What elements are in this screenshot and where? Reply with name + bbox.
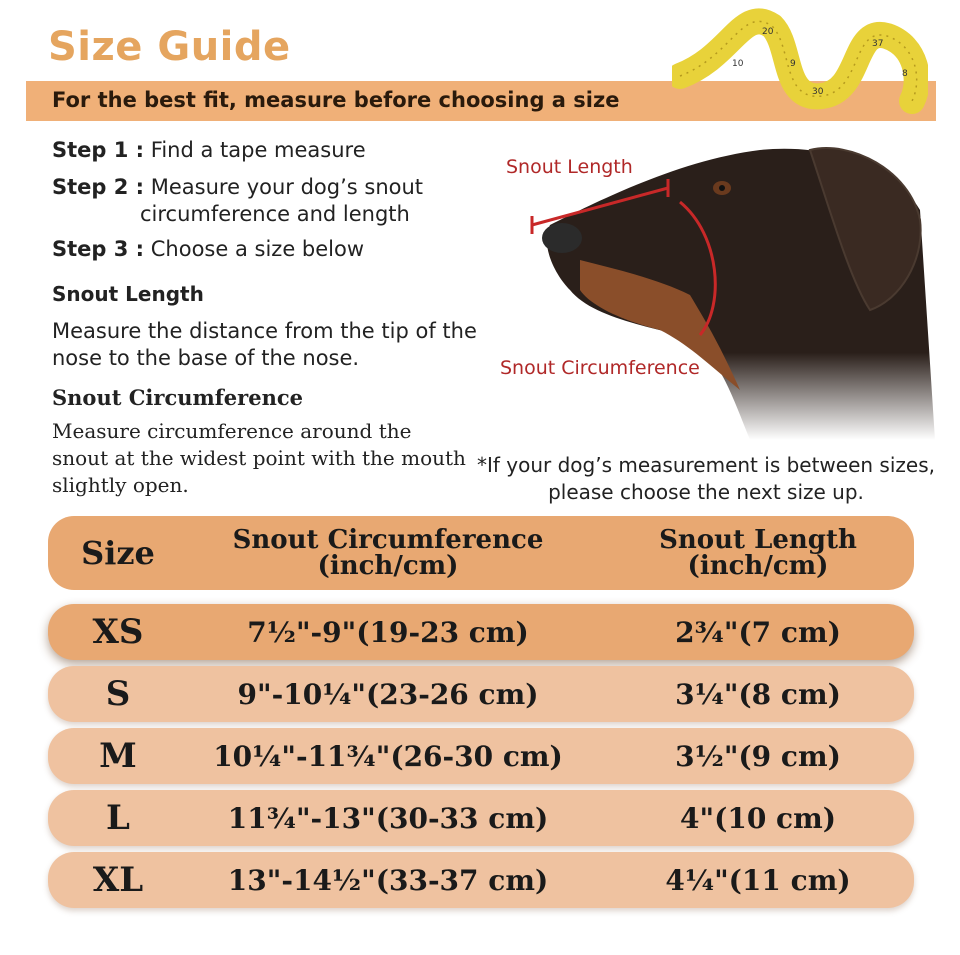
tape-mark: 20 — [762, 27, 774, 37]
header-size: Size — [81, 534, 155, 572]
size-cell: XS — [92, 612, 144, 652]
size-cell: S — [105, 674, 131, 714]
table-row-xl — [48, 852, 914, 908]
snout-circumference-description: Measure circumference around the snout at the widest point with the mouth slightly open. — [52, 419, 466, 497]
size-note: *If your dog’s measurement is between sizes, please choose the next size up. — [476, 453, 935, 504]
size-cell: XL — [92, 860, 144, 900]
step-1 — [52, 138, 366, 162]
snout-length-heading: Snout Length — [52, 282, 204, 306]
length-cell: 2¾"(7 cm) — [675, 615, 841, 649]
table-header — [48, 516, 914, 590]
length-cell: 4"(10 cm) — [680, 801, 836, 835]
step-text: Choose a size below — [150, 237, 365, 261]
step-label: Step 2 : — [52, 175, 145, 199]
banner-text: For the best fit, measure before choosing a size — [52, 88, 620, 112]
length-cell: 3½"(9 cm) — [675, 739, 841, 773]
step-text: Find a tape measure — [150, 138, 366, 162]
header-snout-circumference: Snout Circumference (inch/cm) — [232, 525, 544, 581]
table-row-xs — [48, 604, 914, 660]
length-cell: 4¼"(11 cm) — [665, 863, 851, 897]
snout-circumference-label: Snout Circumference — [500, 357, 700, 379]
snout-length-label: Snout Length — [506, 156, 633, 178]
size-cell: L — [106, 798, 130, 838]
step-text-continued: circumference and length — [140, 202, 410, 226]
circumference-cell: 11¾"-13"(30-33 cm) — [227, 801, 549, 835]
tape-mark: 8 — [902, 69, 908, 79]
table-row-l — [48, 790, 914, 846]
tape-mark: 37 — [872, 39, 884, 49]
circumference-cell: 9"-10¼"(23-26 cm) — [237, 677, 539, 711]
step-text: Measure your dog’s snout — [150, 175, 424, 199]
tape-mark: 9 — [790, 59, 796, 69]
table-row-m — [48, 728, 914, 784]
tape-mark: 10 — [732, 59, 744, 69]
header-snout-length: Snout Length (inch/cm) — [659, 525, 857, 581]
length-cell: 3¼"(8 cm) — [675, 677, 841, 711]
size-cell: M — [99, 736, 137, 776]
step-3 — [52, 237, 364, 261]
dog-head-illustration — [490, 130, 940, 460]
step-label: Step 1 : — [52, 138, 145, 162]
circumference-cell: 10¼"-11¾"(26-30 cm) — [213, 739, 563, 773]
snout-circumference-heading: Snout Circumference — [52, 385, 303, 410]
snout-length-description: Measure the distance from the tip of the nose to the base of the nose. — [52, 319, 477, 370]
step-2 — [52, 175, 424, 226]
table-row-s — [48, 666, 914, 722]
tape-measure-icon — [672, 6, 928, 118]
circumference-cell: 13"-14½"(33-37 cm) — [227, 863, 549, 897]
page-title: Size Guide — [48, 24, 291, 70]
step-label: Step 3 : — [52, 237, 145, 261]
tape-mark: 30 — [812, 87, 824, 97]
circumference-cell: 7½"-9"(19-23 cm) — [247, 615, 529, 649]
